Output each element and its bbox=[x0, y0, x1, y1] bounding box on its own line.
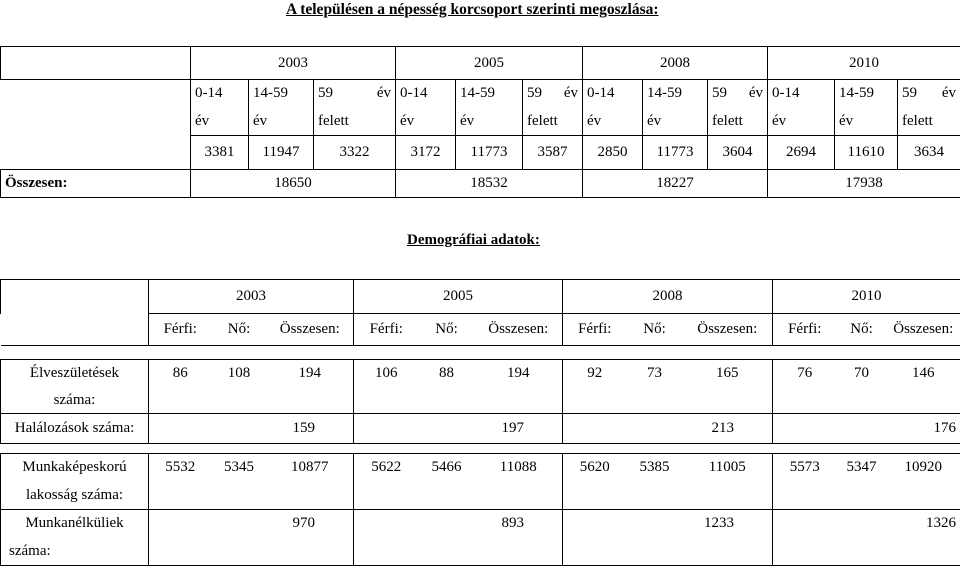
age-group-header: 59 év bbox=[314, 80, 396, 108]
row-label: Munkanélküliek bbox=[1, 510, 149, 538]
age-group-header: 0-14 bbox=[191, 80, 249, 108]
table-cell: 76 bbox=[773, 360, 837, 388]
table-cell: 893 bbox=[354, 510, 563, 538]
row-label: lakosság száma: bbox=[1, 482, 149, 510]
year-header: 2005 bbox=[354, 280, 563, 314]
age-group-header: 59 év bbox=[898, 80, 960, 108]
table-cell: 213 bbox=[563, 414, 773, 444]
table-cell: 3172 bbox=[396, 136, 456, 170]
age-group-header: 14-59 bbox=[835, 80, 898, 108]
table-cell: 5347 bbox=[837, 454, 887, 482]
table-cell: 5345 bbox=[212, 454, 267, 482]
year-header: 2003 bbox=[149, 280, 354, 314]
sub-header: Nő: bbox=[212, 314, 267, 346]
demo-year-header-row bbox=[1, 280, 960, 314]
age-group-header-row-2: év év felett év év felett év év felett év év felett bbox=[1, 108, 960, 136]
row-label: Munkaképeskorú bbox=[1, 454, 149, 482]
table-cell: 197 bbox=[354, 414, 563, 444]
table-cell: 2850 bbox=[583, 136, 643, 170]
table-cell: 92 bbox=[563, 360, 627, 388]
table-cell: 165 bbox=[683, 360, 773, 388]
table-cell: 3634 bbox=[898, 136, 960, 170]
table-cell: 5532 bbox=[149, 454, 212, 482]
row-label: Élveszületések bbox=[1, 360, 149, 388]
sub-header: Összesen: bbox=[887, 314, 960, 346]
row-label: száma: bbox=[1, 388, 149, 414]
table-cell: 5620 bbox=[563, 454, 627, 482]
year-header: 2003 bbox=[191, 47, 396, 80]
sub-header: Összesen: bbox=[267, 314, 354, 346]
table-cell: 73 bbox=[627, 360, 683, 388]
age-group-header-row-1 bbox=[1, 80, 960, 108]
total-value: 18650 bbox=[191, 170, 396, 198]
row-label: száma: bbox=[1, 538, 149, 566]
table-cell: 3381 bbox=[191, 136, 249, 170]
table-cell: 159 bbox=[149, 414, 354, 444]
age-total-row bbox=[1, 170, 960, 198]
table-cell: 10920 bbox=[887, 454, 960, 482]
age-values-row bbox=[1, 136, 960, 170]
sub-header: Összesen: bbox=[683, 314, 773, 346]
year-header-row bbox=[1, 47, 960, 80]
demographic-table bbox=[0, 279, 960, 566]
table-cell: 11088 bbox=[475, 454, 563, 482]
table-cell: 86 bbox=[149, 360, 212, 388]
unemployed-row bbox=[1, 510, 960, 538]
table-cell: 11610 bbox=[835, 136, 898, 170]
table-cell: 3604 bbox=[708, 136, 768, 170]
age-distribution-table bbox=[0, 46, 960, 198]
table-cell: 11947 bbox=[249, 136, 314, 170]
total-value: 17938 bbox=[768, 170, 960, 198]
table-cell: 88 bbox=[419, 360, 475, 388]
table-cell: 5385 bbox=[627, 454, 683, 482]
deaths-row bbox=[1, 414, 960, 444]
year-header: 2010 bbox=[773, 280, 960, 314]
table-cell: 70 bbox=[837, 360, 887, 388]
sub-header: Férfi: bbox=[773, 314, 837, 346]
total-label: Összesen: bbox=[1, 170, 191, 198]
sub-header: Nő: bbox=[419, 314, 475, 346]
age-group-header: 14-59 bbox=[456, 80, 523, 108]
table-cell: 970 bbox=[149, 510, 354, 538]
page-title: A településen a népesség korcsoport szerinti megoszlása: bbox=[286, 1, 659, 18]
age-group-header: 59 év bbox=[708, 80, 768, 108]
table-cell: 10877 bbox=[267, 454, 354, 482]
year-header: 2008 bbox=[583, 47, 768, 80]
age-group-header: 59 év bbox=[523, 80, 583, 108]
table-cell: 5622 bbox=[354, 454, 419, 482]
age-group-header: 14-59 bbox=[249, 80, 314, 108]
row-label: Halálozások száma: bbox=[1, 414, 149, 444]
table-cell: 1233 bbox=[563, 510, 773, 538]
demo-sub-header-row bbox=[1, 314, 960, 346]
year-header: 2010 bbox=[768, 47, 960, 80]
age-group-header: 0-14 bbox=[396, 80, 456, 108]
table-cell: 194 bbox=[267, 360, 354, 388]
age-group-header: 0-14 bbox=[768, 80, 835, 108]
table-cell: 194 bbox=[475, 360, 563, 388]
table-cell: 1326 bbox=[773, 510, 960, 538]
table-cell: 106 bbox=[354, 360, 419, 388]
table-cell: 3322 bbox=[314, 136, 396, 170]
sub-header: Összesen: bbox=[475, 314, 563, 346]
section-title: Demográfiai adatok: bbox=[407, 232, 540, 248]
sub-header: Nő: bbox=[837, 314, 887, 346]
total-value: 18227 bbox=[583, 170, 768, 198]
age-group-header: 14-59 bbox=[643, 80, 708, 108]
table-cell: 108 bbox=[212, 360, 267, 388]
age-group-header: 0-14 bbox=[583, 80, 643, 108]
table-cell: 146 bbox=[887, 360, 960, 388]
workforce-row bbox=[1, 454, 960, 482]
sub-header: Férfi: bbox=[149, 314, 212, 346]
year-header: 2005 bbox=[396, 47, 583, 80]
births-row bbox=[1, 360, 960, 388]
sub-header: Férfi: bbox=[354, 314, 419, 346]
sub-header: Nő: bbox=[627, 314, 683, 346]
table-cell: 11773 bbox=[643, 136, 708, 170]
year-header: 2008 bbox=[563, 280, 773, 314]
table-cell: 11773 bbox=[456, 136, 523, 170]
sub-header: Férfi: bbox=[563, 314, 627, 346]
table-cell: 11005 bbox=[683, 454, 773, 482]
table-cell: 176 bbox=[773, 414, 960, 444]
table-cell: 2694 bbox=[768, 136, 835, 170]
table-cell: 5573 bbox=[773, 454, 837, 482]
empty-corner-cell bbox=[1, 47, 191, 80]
table-cell: 5466 bbox=[419, 454, 475, 482]
table-cell: 3587 bbox=[523, 136, 583, 170]
total-value: 18532 bbox=[396, 170, 583, 198]
